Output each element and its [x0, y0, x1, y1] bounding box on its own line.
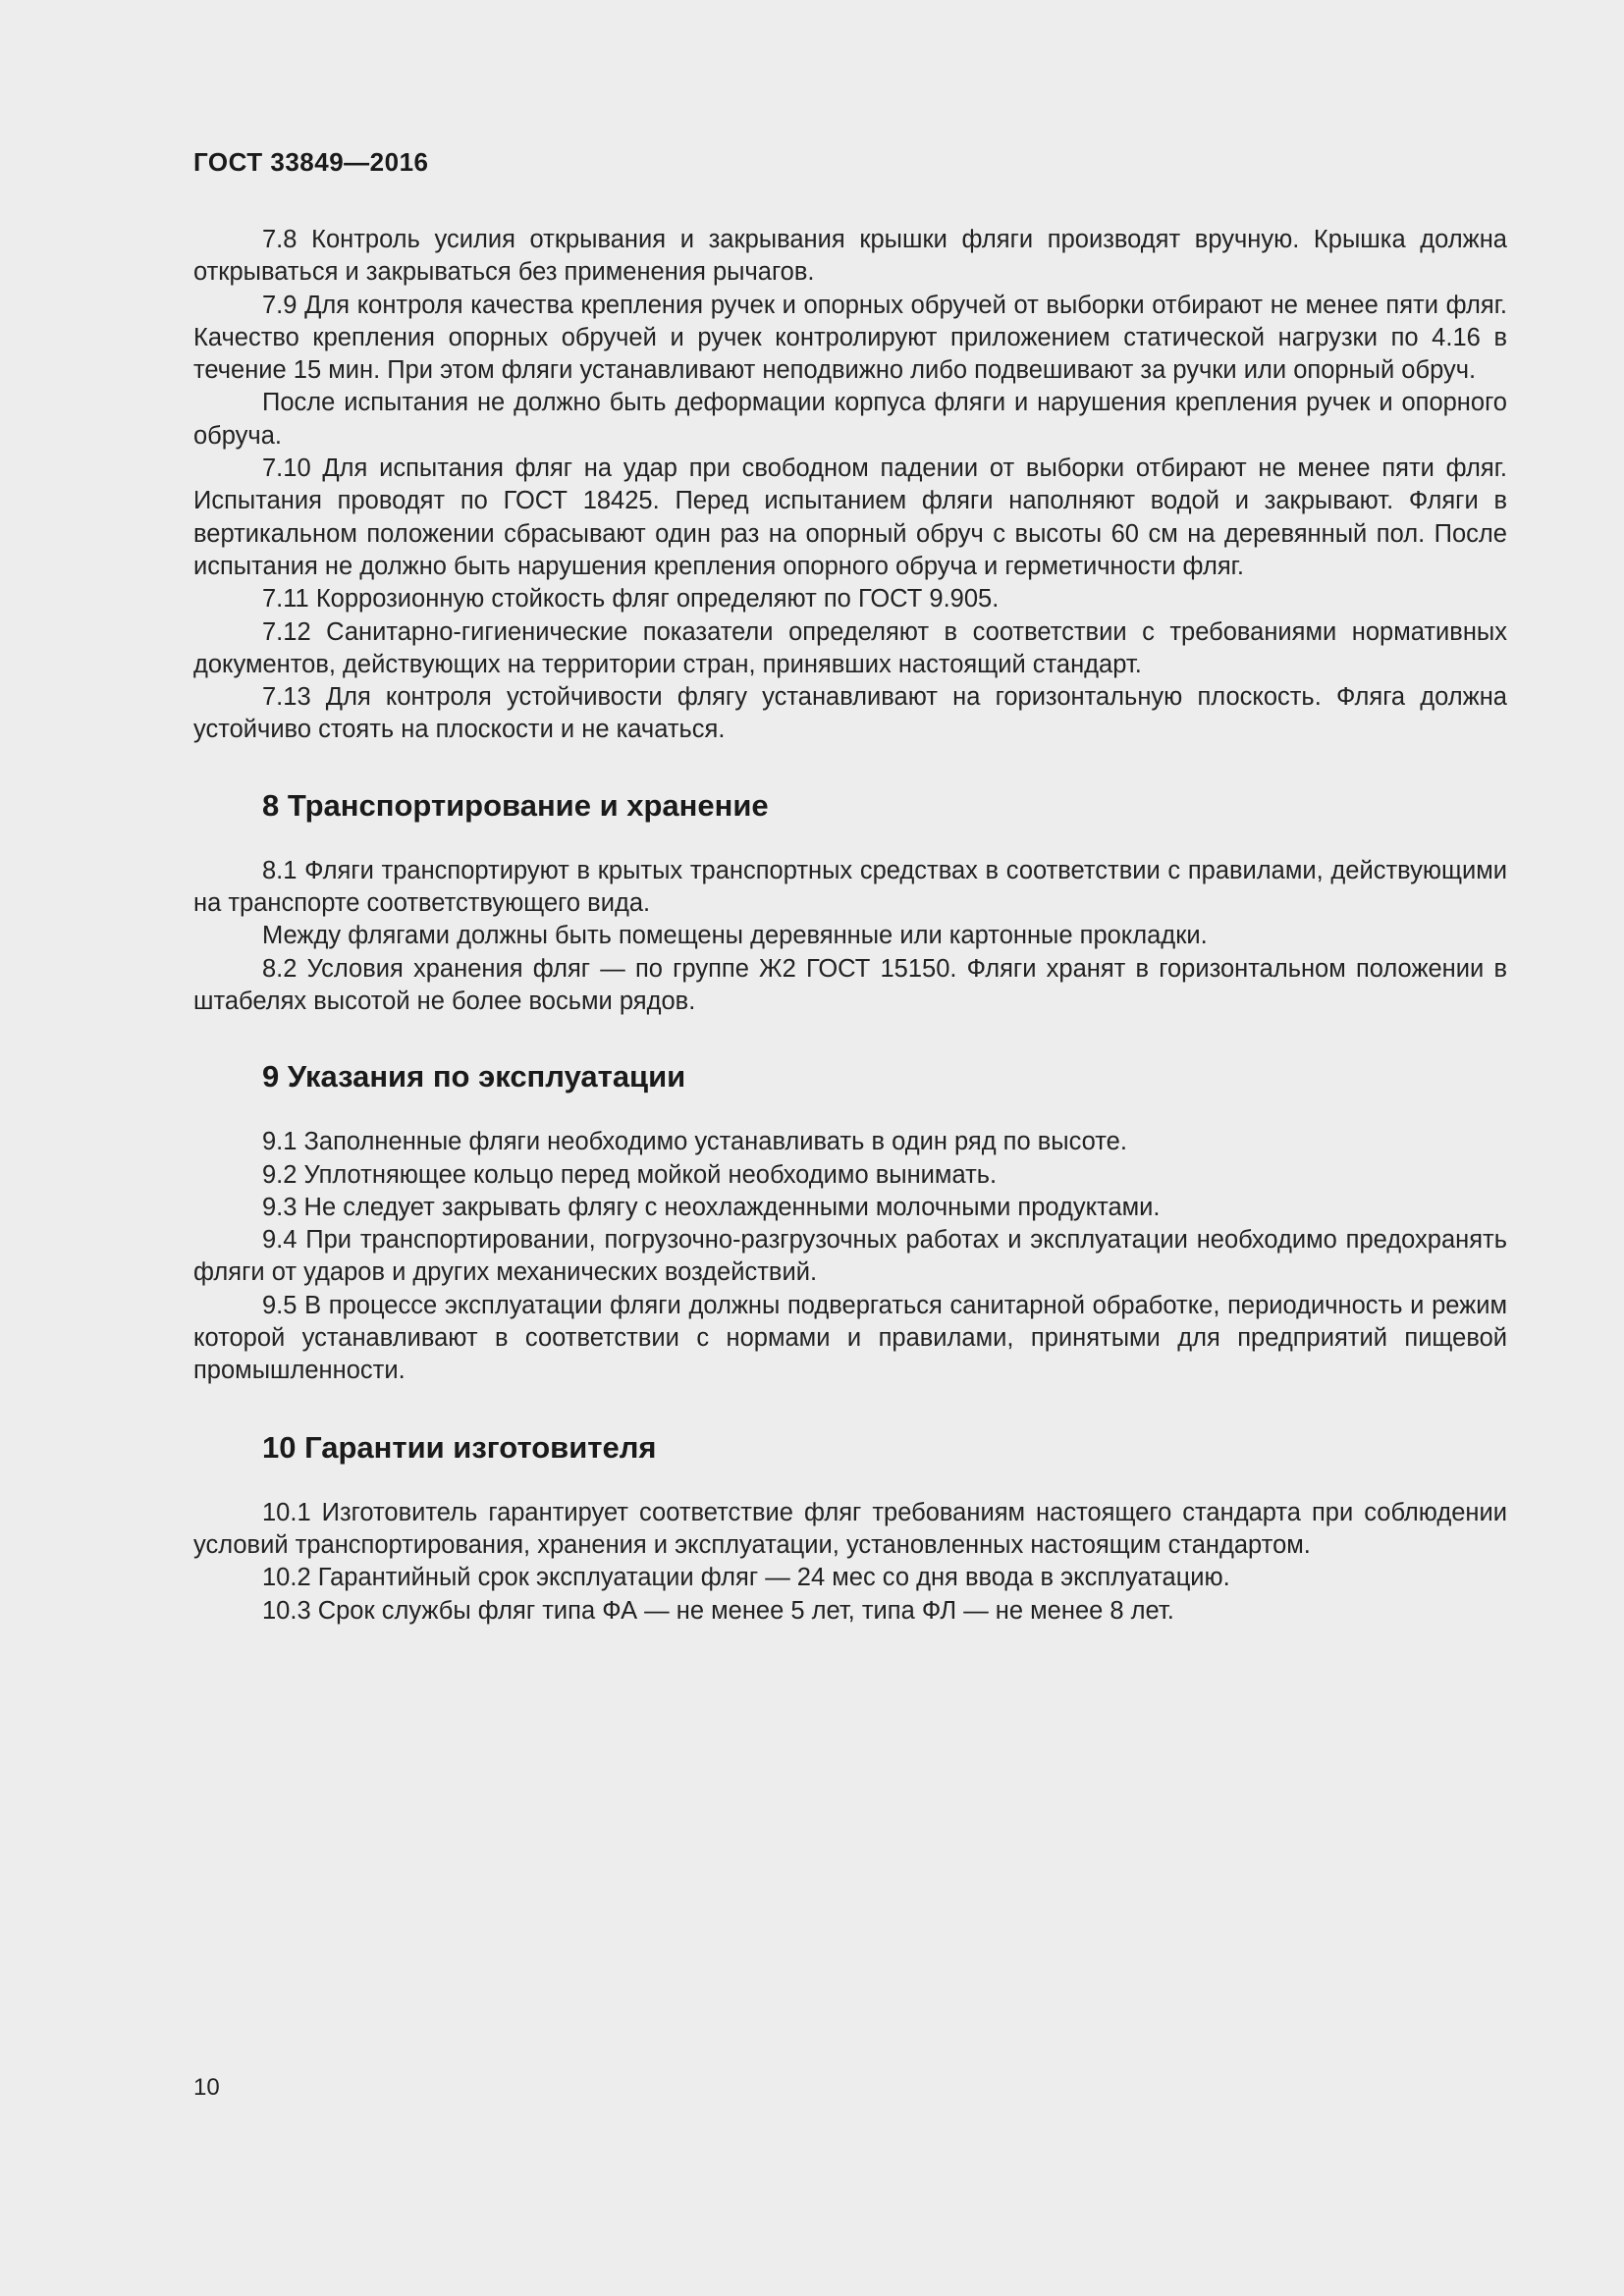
paragraph-8-1: 8.1 Фляги транспортируют в крытых транспортных средствах в соответствии с правилами, действующими на транспорте соответствующего вида. — [193, 856, 1507, 918]
paragraph-7-12: 7.12 Санитарно-гигиенические показатели определяют в соответствии с требованиями нормативных документов, действующих на территории стран, принявших настоящий стандарт. — [193, 617, 1507, 678]
paragraph-9-2: 9.2 Уплотняющее кольцо перед мойкой необходимо вынимать. — [262, 1160, 998, 1189]
paragraph-10-2: 10.2 Гарантийный срок эксплуатации фляг — 24 мес со дня ввода в эксплуатацию. — [262, 1564, 1230, 1592]
paragraph-7-9: 7.9 Для контроля качества крепления ручек и опорных обручей от выборки отбирают не менее пяти фляг. Качество крепления опорных обручей и ручек контролируют приложением статической нагрузки по 4.16 в течение 15 мин. При этом фляги устанавливают неподвижно либо подвешивают за ручки или опорный обруч. — [193, 291, 1507, 385]
paragraph-7-10: 7.10 Для испытания фляг на удар при свободном падении от выборки отбирают не менее пяти фляг. Испытания проводят по ГОСТ 18425. Перед испытанием фляги наполняют водой и закрывают. Фляги в вертикальном положении сбрасывают один раз на опорный обруч с высоты 60 см на деревянный пол. После испытания не должно быть нарушения крепления опорного обруча и герметичности фляг. — [193, 454, 1507, 580]
paragraph-9-1: 9.1 Заполненные фляги необходимо устанавливать в один ряд по высоте. — [262, 1128, 1127, 1156]
paragraph-7-11: 7.11 Коррозионную стойкость фляг определяют по ГОСТ 9.905. — [262, 585, 1000, 614]
page-number: 10 — [193, 2074, 220, 2101]
paragraph-10-3: 10.3 Срок службы фляг типа ФА — не менее 5 лет, типа ФЛ — не менее 8 лет. — [262, 1596, 1174, 1625]
document-code-header: ГОСТ 33849—2016 — [193, 147, 429, 177]
paragraph-7-8: 7.8 Контроль усилия открывания и закрывания крышки фляги производят вручную. Крышка должна открываться и закрываться без применения рычагов. — [193, 226, 1507, 287]
paragraph-9-5: 9.5 В процессе эксплуатации фляги должны подвергаться санитарной обработке, периодичность и режим которой устанавливают в соответствии с нормами и правилами, принятыми для предприятий пищевой промышленности. — [193, 1291, 1507, 1385]
section-10-heading: 10 Гарантии изготовителя — [262, 1429, 657, 1465]
paragraph-8-2: 8.2 Условия хранения фляг — по группе Ж2 ГОСТ 15150. Фляги хранят в горизонтальном положении в штабелях высотой не более восьми рядов. — [193, 954, 1507, 1015]
document-body — [193, 224, 1507, 1628]
paragraph-9-4: 9.4 При транспортировании, погрузочно-разгрузочных работах и эксплуатации необходимо предохранять фляги от ударов и других механических воздействий. — [193, 1226, 1507, 1287]
section-8-heading: 8 Транспортирование и хранение — [262, 787, 769, 823]
paragraph-10-1: 10.1 Изготовитель гарантирует соответствие фляг требованиям настоящего стандарта при соблюдении условий транспортирования, хранения и эксплуатации, установленных настоящим стандартом. — [193, 1498, 1507, 1559]
paragraph-7-9-note: После испытания не должно быть деформации корпуса фляги и нарушения крепления ручек и опорного обруча. — [193, 389, 1507, 450]
section-9-heading: 9 Указания по эксплуатации — [262, 1059, 686, 1095]
paragraph-9-3: 9.3 Не следует закрывать флягу с неохлажденными молочными продуктами. — [262, 1193, 1161, 1221]
paragraph-8-1-note: Между флягами должны быть помещены деревянные или картонные прокладки. — [262, 922, 1208, 950]
paragraph-7-13: 7.13 Для контроля устойчивости флягу устанавливают на горизонтальную плоскость. Фляга должна устойчиво стоять на плоскости и не качаться. — [193, 683, 1507, 744]
